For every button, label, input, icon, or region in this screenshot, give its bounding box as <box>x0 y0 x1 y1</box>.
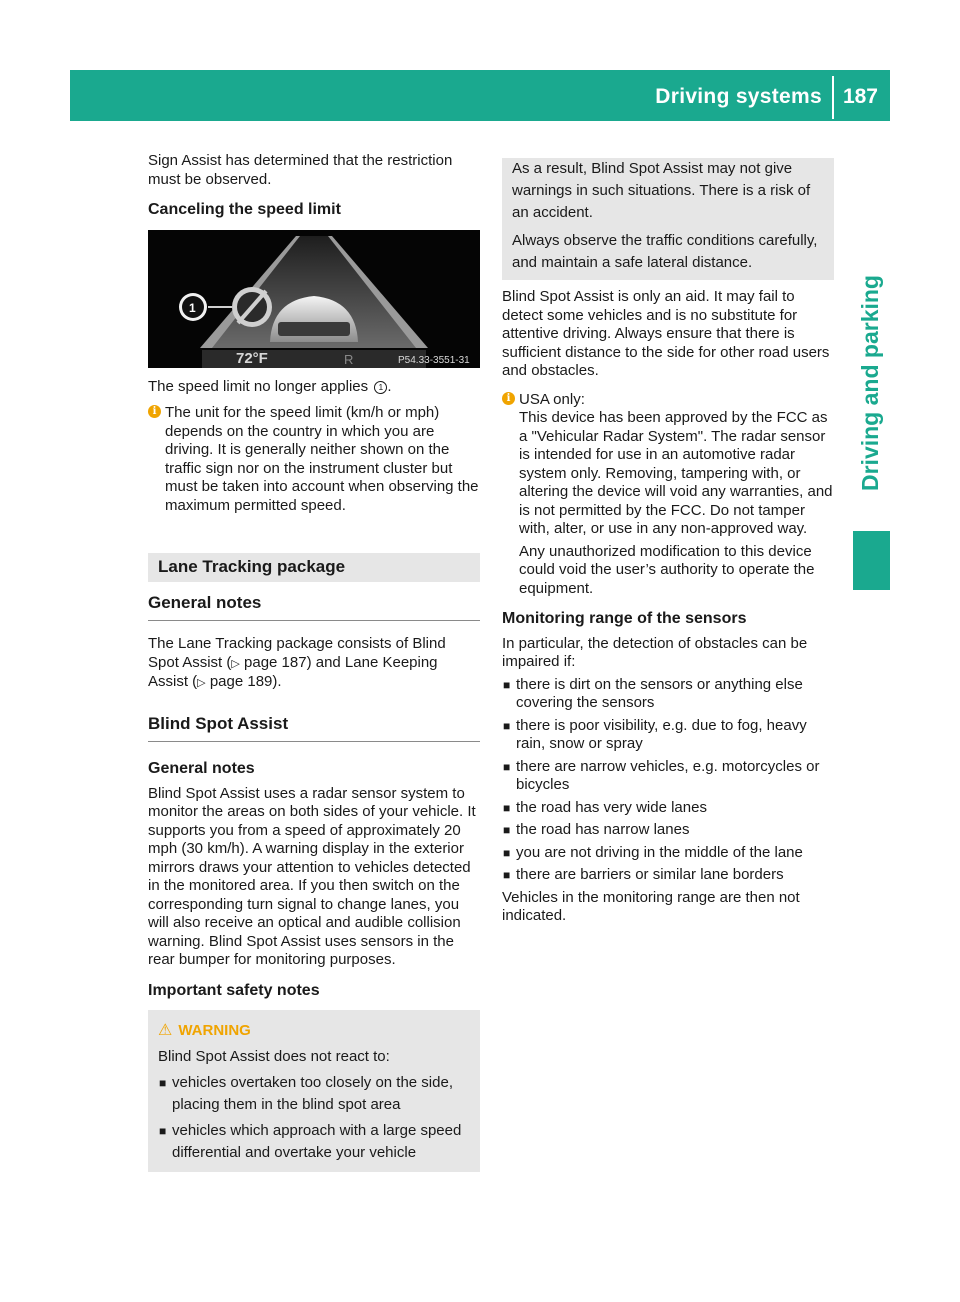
warning-triangle-icon: ⚠ <box>158 1022 173 1039</box>
bullet-icon: ■ <box>159 1124 167 1138</box>
bsa-general-text: Blind Spot Assist uses a radar sensor system to monitor the areas on both sides of your vehicle. It supports you from a speed of approximately 20 mph (30 km/h). A warning display in the exterior mirrors draws your attention to vehicles detected in the monitored area. If you then switch on the corresponding turn signal to change lanes, you will also receive an optical and audible collision warning. Blind Spot Assist uses sensors in the rear bumper for monitoring purposes. <box>148 784 476 968</box>
header-bar <box>70 70 890 121</box>
speed-limit-end: . <box>387 377 392 395</box>
list-item-text: vehicles which approach with a large speed differential and overtake your vehicle <box>172 1122 462 1161</box>
list-item <box>502 866 834 885</box>
info-icon: i <box>148 405 161 418</box>
lane-text-part2[interactable]: page 187) and Lane Keeping Assist ( <box>148 653 438 690</box>
list-item-text: there are barriers or similar lane borders <box>516 866 784 883</box>
warning-cont-text-2: Always observe the traffic conditions carefully, and maintain a safe lateral distance. <box>512 232 818 271</box>
bullet-icon: ■ <box>503 845 511 860</box>
list-item <box>502 799 834 818</box>
chapter-marker <box>853 531 890 590</box>
bullet-icon: ■ <box>503 759 511 774</box>
aid-text: Blind Spot Assist is only an aid. It may fail to detect some vehicles and is no substitute for attentive driving. Always ensure that there is sufficient distance to the side for other road users and obstacles. <box>502 288 830 379</box>
page-number: 187 <box>842 85 878 108</box>
bullet-icon: ■ <box>503 823 511 837</box>
figure-code: P54.33-3551-31 <box>398 354 470 366</box>
list-item <box>158 1120 472 1164</box>
intro-text: Sign Assist has determined that the restriction must be observed. <box>148 152 453 188</box>
warning-box <box>148 1010 480 1172</box>
bullet-icon: ■ <box>503 868 511 882</box>
list-item-text: there are narrow vehicles, e.g. motorcycles or bicycles <box>516 757 820 793</box>
monitoring-intro: In particular, the detection of obstacles can be impaired if: <box>502 634 808 670</box>
list-item-text: the road has narrow lanes <box>516 821 690 838</box>
closing-text: Vehicles in the monitoring range are then not indicated. <box>502 888 800 924</box>
speed-limit-text: The speed limit no longer applies <box>148 377 369 395</box>
list-item <box>502 844 834 863</box>
bullet-icon: ■ <box>503 677 511 692</box>
chapter-tab-label: Driving and parking <box>857 275 883 491</box>
speed-limit-status <box>148 378 480 397</box>
warning-lead: Blind Spot Assist does not react to: <box>158 1048 390 1065</box>
lane-text-part3[interactable]: page 189). <box>209 673 282 690</box>
list-item <box>502 676 834 713</box>
info-icon: i <box>502 392 515 405</box>
list-item <box>502 758 834 795</box>
warning-cont-text-1: As a result, Blind Spot Assist may not give warnings in such situations. There is a risk of an accident. <box>512 160 811 221</box>
temperature-readout: 72°F <box>236 349 268 367</box>
bullet-icon: ■ <box>159 1076 167 1090</box>
safety-heading: Important safety notes <box>148 981 320 999</box>
blind-spot-heading: Blind Spot Assist <box>148 715 480 743</box>
usa-text-2: Any unauthorized modification to this device could void the user’s authority to operate the equipment. <box>519 542 815 597</box>
chapter-tab[interactable] <box>853 121 890 501</box>
list-item-text: vehicles overtaken too closely on the side, placing them in the blind spot area <box>172 1074 453 1113</box>
bsa-general-heading: General notes <box>148 760 255 777</box>
section-title: Driving systems <box>655 85 822 108</box>
page-ref-icon: ▷ <box>231 657 240 670</box>
speed-limit-figure <box>148 230 480 368</box>
warning-header <box>158 1020 472 1042</box>
info-text: The unit for the speed limit (km/h or mph) depends on the country in which you are driving. It is generally neither shown on the traffic sign nor on the instrument cluster but must be taken into account when observing the maximum permitted speed. <box>165 404 479 514</box>
lane-tracking-text <box>148 635 480 693</box>
lane-tracking-heading: Lane Tracking package <box>148 553 480 582</box>
list-item-text: there is poor visibility, e.g. due to fog, heavy rain, snow or spray <box>516 716 807 752</box>
list-item <box>502 821 834 840</box>
general-notes-heading: General notes <box>148 594 480 622</box>
list-item <box>502 717 834 754</box>
bullet-icon: ■ <box>503 800 511 815</box>
figure-callout: 1 <box>189 300 196 315</box>
warning-title: WARNING <box>178 1022 251 1039</box>
list-item-text: you are not driving in the middle of the lane <box>516 843 803 861</box>
usa-note <box>502 391 834 599</box>
list-item <box>158 1072 472 1116</box>
road-illustration <box>148 230 480 368</box>
info-note <box>148 404 480 515</box>
canceling-heading: Canceling the speed limit <box>148 201 341 218</box>
list-item-text: the road has very wide lanes <box>516 798 707 816</box>
bullet-icon: ■ <box>503 718 511 733</box>
left-column <box>148 152 480 1172</box>
warning-continuation <box>502 158 834 280</box>
callout-marker: 1 <box>374 381 387 394</box>
header-divider <box>832 76 834 119</box>
gear-indicator: R <box>344 351 354 367</box>
usa-text-1: This device has been approved by the FCC as a "Vehicular Radar System". The radar sensor is intended for use in an automotive radar system only. Removing, tampering with, or altering the device will void any warranties, and is not permitted by the FCC. Do not tamper with, alter, or use in any non-approved way. <box>519 409 833 537</box>
lane-text-part1: The Lane Tracking package consists of Blind Spot Assist ( <box>148 635 446 671</box>
page-ref-icon: ▷ <box>197 677 206 689</box>
monitoring-heading: Monitoring range of the sensors <box>502 610 747 627</box>
usa-label: USA only: <box>519 390 585 408</box>
list-item-text: there is dirt on the sensors or anything else covering the sensors <box>516 675 803 711</box>
right-column <box>502 158 834 926</box>
